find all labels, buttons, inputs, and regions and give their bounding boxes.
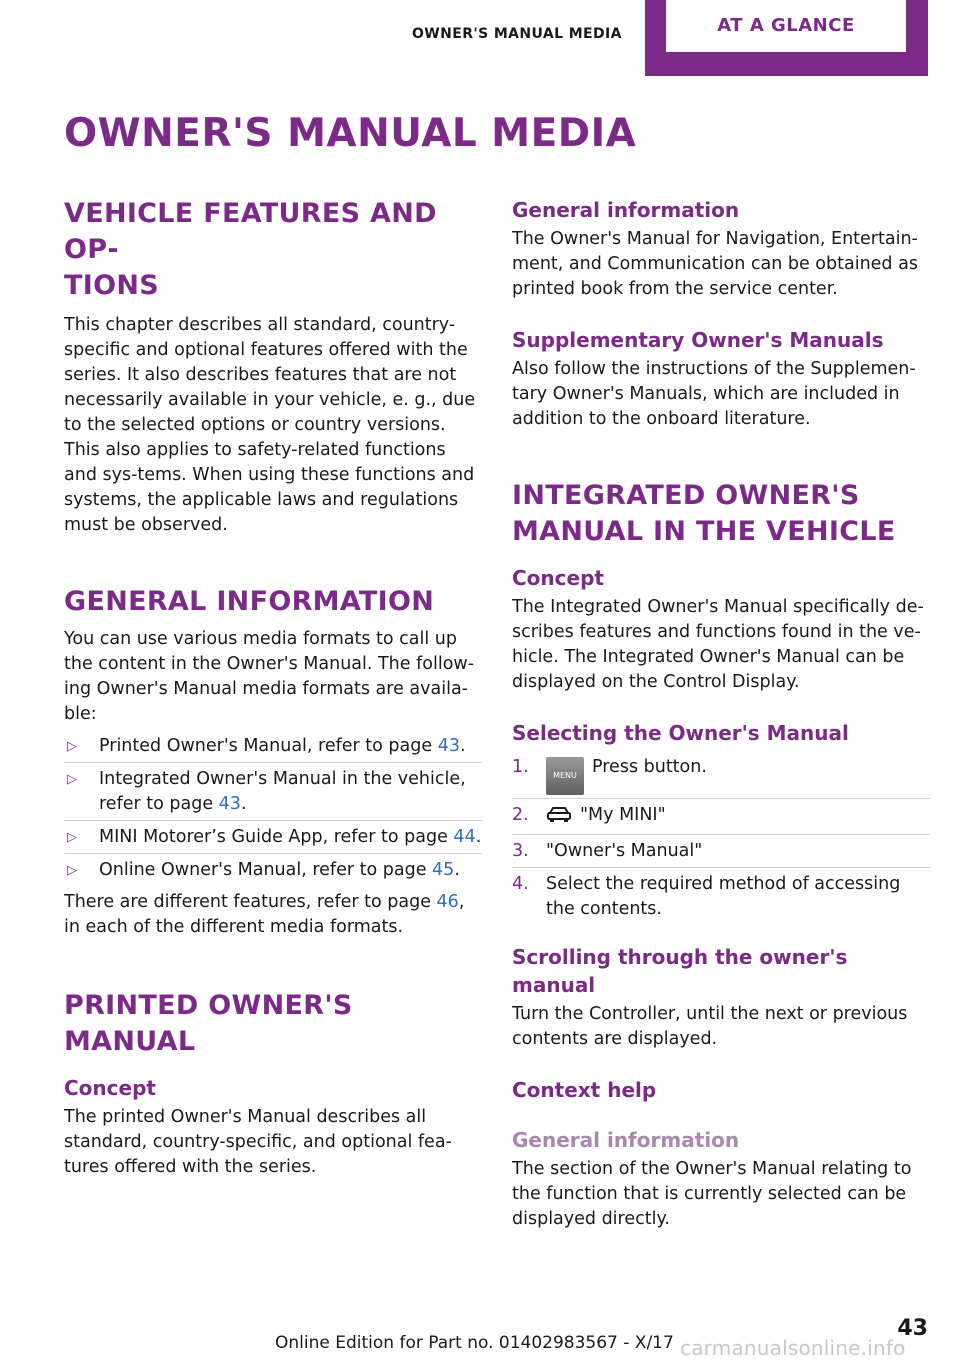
selecting-steps-list	[512, 751, 930, 925]
list-item	[512, 835, 930, 868]
list-item	[64, 821, 482, 854]
scrolling-heading: Scrolling through the owner's manual	[512, 945, 848, 997]
integrated-manual-heading-line1: INTEGRATED OWNER'S	[512, 480, 860, 511]
right-column	[512, 196, 930, 1232]
list-item-text: Integrated Owner's Manual in the vehicle, refer to page	[99, 769, 466, 814]
list-item	[512, 751, 930, 799]
car-icon	[546, 805, 572, 831]
general-information-intro: You can use various media formats to call up the content in the Owner's Manual. The follow‐ing Owner's Manual media formats are availa‐ble:	[64, 629, 475, 724]
supplementary-manuals-body: Also follow the instructions of the Supplemen‐tary Owner's Manuals, which are included in addition to the onboard literature.	[512, 359, 916, 429]
watermark: carmanualsonline.info	[680, 1336, 906, 1360]
supplementary-manuals-heading: Supplementary Owner's Manuals	[512, 328, 884, 352]
integrated-manual-heading-line2: MANUAL IN THE VEHICLE	[512, 516, 896, 547]
chapter-tab-label: AT A GLANCE	[666, 0, 906, 52]
triangle-bullet-icon: ▷	[67, 830, 77, 845]
step-number: 3.	[512, 841, 529, 861]
printed-manual-concept-heading: Concept	[64, 1076, 156, 1100]
list-item-end: .	[454, 860, 460, 880]
list-item-end: .	[240, 794, 247, 814]
vehicle-features-heading-line1: VEHICLE FEATURES AND OP‐	[64, 198, 437, 265]
list-item	[512, 799, 930, 835]
step-number: 1.	[512, 757, 529, 777]
scrolling-body: Turn the Controller, until the next or previous contents are displayed.	[512, 1004, 908, 1049]
general-information-body: The Owner's Manual for Navigation, Entertain‐ment, and Communication can be obtained as printed book from the service center.	[512, 229, 918, 299]
list-item-text: MINI Motorer’s Guide App, refer to page	[99, 827, 454, 847]
left-column	[64, 196, 482, 1180]
step-number: 2.	[512, 805, 529, 825]
list-item	[64, 730, 482, 763]
list-item-end: .	[475, 827, 482, 847]
menu-button-icon: MENU	[546, 757, 584, 795]
selecting-manual-heading: Selecting the Owner's Manual	[512, 721, 849, 745]
page-reference-link[interactable]: 44	[453, 827, 476, 847]
list-item	[64, 854, 482, 886]
vehicle-features-heading	[64, 196, 482, 304]
integrated-manual-heading	[512, 478, 930, 550]
context-help-heading: Context help	[512, 1078, 657, 1102]
context-help-body: The section of the Owner's Manual relating to the function that is currently selected can be displayed directly.	[512, 1159, 912, 1229]
page-title: OWNER'S MANUAL MEDIA	[64, 111, 637, 156]
media-formats-list	[64, 730, 482, 886]
printed-manual-concept-body: The printed Owner's Manual describes all standard, country-specific, and optional fea‐tures offered with the series.	[64, 1107, 452, 1177]
integrated-concept-body: The Integrated Owner's Manual specifically de‐scribes features and functions found in the ve‐hicle. The Integrated Owner's Manual can be displayed on the Control Display.	[512, 597, 924, 692]
step-text: Select the required method of accessing the contents.	[546, 874, 901, 919]
page-reference-link[interactable]: 43	[218, 794, 241, 814]
outro-text: There are different features, refer to page	[64, 892, 437, 912]
running-header-section: OWNER'S MANUAL MEDIA	[412, 26, 622, 42]
list-item	[64, 763, 482, 821]
step-text: "Owner's Manual"	[546, 841, 703, 861]
general-information-heading: GENERAL INFORMATION	[64, 586, 435, 617]
integrated-concept-heading: Concept	[512, 566, 604, 590]
vehicle-features-body: This chapter describes all standard, country-specific and optional features offered with the series. It also describes features that are not necessarily available in your vehicle, e. g., due to the selected options or country versions. This also applies to safety-related functions and sys‐tems. When using these functions and systems, the applicable laws and regulations must be observed.	[64, 315, 476, 535]
context-help-subheading: General information	[512, 1128, 740, 1152]
triangle-bullet-icon: ▷	[67, 863, 77, 878]
list-item-text: Printed Owner's Manual, refer to page	[99, 736, 438, 756]
general-information-outro	[64, 890, 482, 940]
outro-text-end: , in each of the different media formats.	[64, 892, 465, 937]
step-number: 4.	[512, 874, 529, 894]
page-reference-link[interactable]: 43	[437, 736, 460, 756]
page-number: 43	[897, 1316, 928, 1341]
printed-manual-heading: PRINTED OWNER'S MANUAL	[64, 990, 353, 1057]
step-text: "My MINI"	[580, 805, 666, 825]
list-item-end: .	[460, 736, 466, 756]
list-item	[512, 868, 930, 925]
step-text: Press button.	[592, 757, 707, 777]
page-reference-link[interactable]: 45	[432, 860, 455, 880]
vehicle-features-heading-line2: TIONS	[64, 270, 159, 301]
chapter-tab	[645, 0, 928, 76]
page-reference-link[interactable]: 46	[436, 892, 459, 912]
footer-edition: Online Edition for Part no. 01402983567 - X/17	[275, 1333, 674, 1353]
general-information-subheading: General information	[512, 198, 740, 222]
triangle-bullet-icon: ▷	[67, 772, 77, 787]
list-item-text: Online Owner's Manual, refer to page	[99, 860, 433, 880]
triangle-bullet-icon: ▷	[67, 739, 77, 754]
